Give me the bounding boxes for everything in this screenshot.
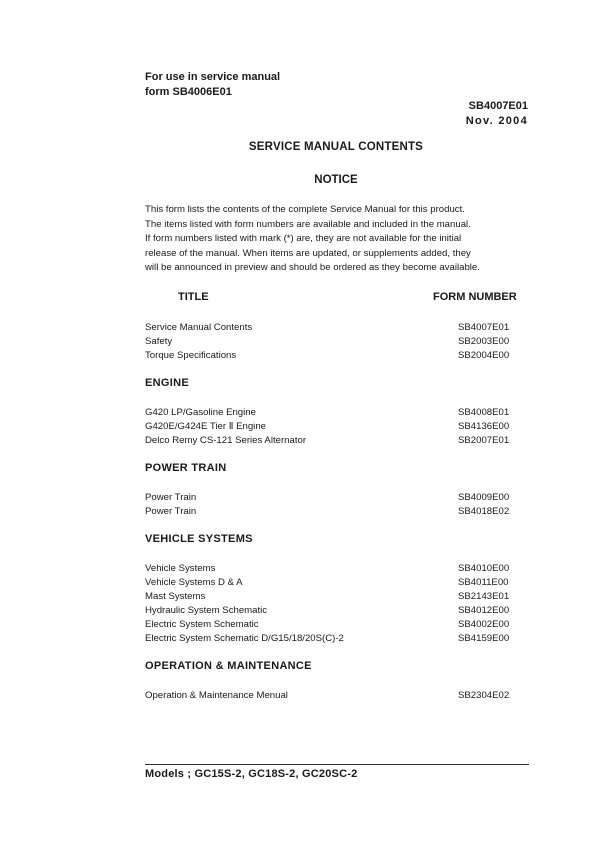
footer-divider xyxy=(145,764,529,765)
item-form-number: SB4007E01 xyxy=(458,322,510,333)
form-reference-line1: For use in service manual xyxy=(145,71,281,83)
section-heading-power-train: POWER TRAIN xyxy=(145,462,227,474)
item-form-number: SB4018E02 xyxy=(458,506,510,517)
document-id-block xyxy=(466,99,528,129)
item-title: Service Manual Contents xyxy=(145,322,253,333)
item-form-number: SB4011E00 xyxy=(458,577,509,588)
item-title: Safety xyxy=(145,336,173,347)
notice-paragraph xyxy=(145,203,535,276)
item-form-number: SB2004E00 xyxy=(458,350,510,361)
item-form-number: SB2143E01 xyxy=(458,591,510,602)
document-date: Nov. 2004 xyxy=(465,115,528,127)
item-form-number: SB4136E00 xyxy=(458,421,510,432)
title-column-header: TITLE xyxy=(178,291,209,303)
item-title: G420E/G424E Tier Ⅱ Engine xyxy=(145,421,266,432)
item-title: Electric System Schematic xyxy=(145,619,259,630)
item-title: Hydraulic System Schematic xyxy=(145,605,268,616)
item-title: Vehicle Systems D & A xyxy=(145,577,243,588)
item-form-number: SB2007E01 xyxy=(458,435,510,446)
item-title: G420 LP/Gasoline Engine xyxy=(145,407,256,418)
item-title: Power Train xyxy=(145,506,197,517)
notice-line: This form lists the contents of the complete Service Manual for this product. xyxy=(145,204,465,215)
item-form-number: SB4002E00 xyxy=(458,619,510,630)
notice-line: will be announced in preview and should be ordered as they become available. xyxy=(145,262,480,273)
item-form-number: SB4010E00 xyxy=(458,563,510,574)
item-title: Vehicle Systems xyxy=(145,563,216,574)
item-title: Operation & Maintenance Menual xyxy=(145,690,288,701)
section-heading-engine: ENGINE xyxy=(145,377,189,389)
item-form-number: SB4009E00 xyxy=(458,492,510,503)
section-heading-operation-maintenance: OPERATION & MAINTENANCE xyxy=(145,660,312,672)
item-title: Electric System Schematic D/G15/18/20S(C)-2 xyxy=(145,633,344,644)
item-title: Mast Systems xyxy=(145,591,206,602)
item-form-number: SB2304E02 xyxy=(458,690,510,701)
item-form-number: SB4012E00 xyxy=(458,605,510,616)
item-title: Torque Specifications xyxy=(145,350,237,361)
item-form-number: SB4008E01 xyxy=(458,407,510,418)
item-form-number: SB2003E00 xyxy=(458,336,510,347)
item-title: Delco Remy CS-121 Series Alternator xyxy=(145,435,307,446)
notice-line: If form numbers listed with mark (*) are, they are not available for the initial xyxy=(145,233,462,244)
form-reference-line2: form SB4006E01 xyxy=(145,86,232,98)
notice-line: release of the manual. When items are updated, or supplements added, they xyxy=(145,247,471,259)
item-title: Power Train xyxy=(145,492,197,503)
form-reference xyxy=(145,70,280,100)
section-heading-vehicle-systems: VEHICLE SYSTEMS xyxy=(145,533,253,545)
page-title: SERVICE MANUAL CONTENTS xyxy=(248,141,424,153)
document-number: SB4007E01 xyxy=(468,100,528,112)
models-footer: Models ; GC15S-2, GC18S-2, GC20SC-2 xyxy=(145,768,358,780)
item-form-number: SB4159E00 xyxy=(458,633,510,644)
notice-heading: NOTICE xyxy=(314,174,358,186)
form-number-column-header: FORM NUMBER xyxy=(433,291,517,303)
notice-line: The items listed with form numbers are available and included in the manual. xyxy=(145,218,471,230)
